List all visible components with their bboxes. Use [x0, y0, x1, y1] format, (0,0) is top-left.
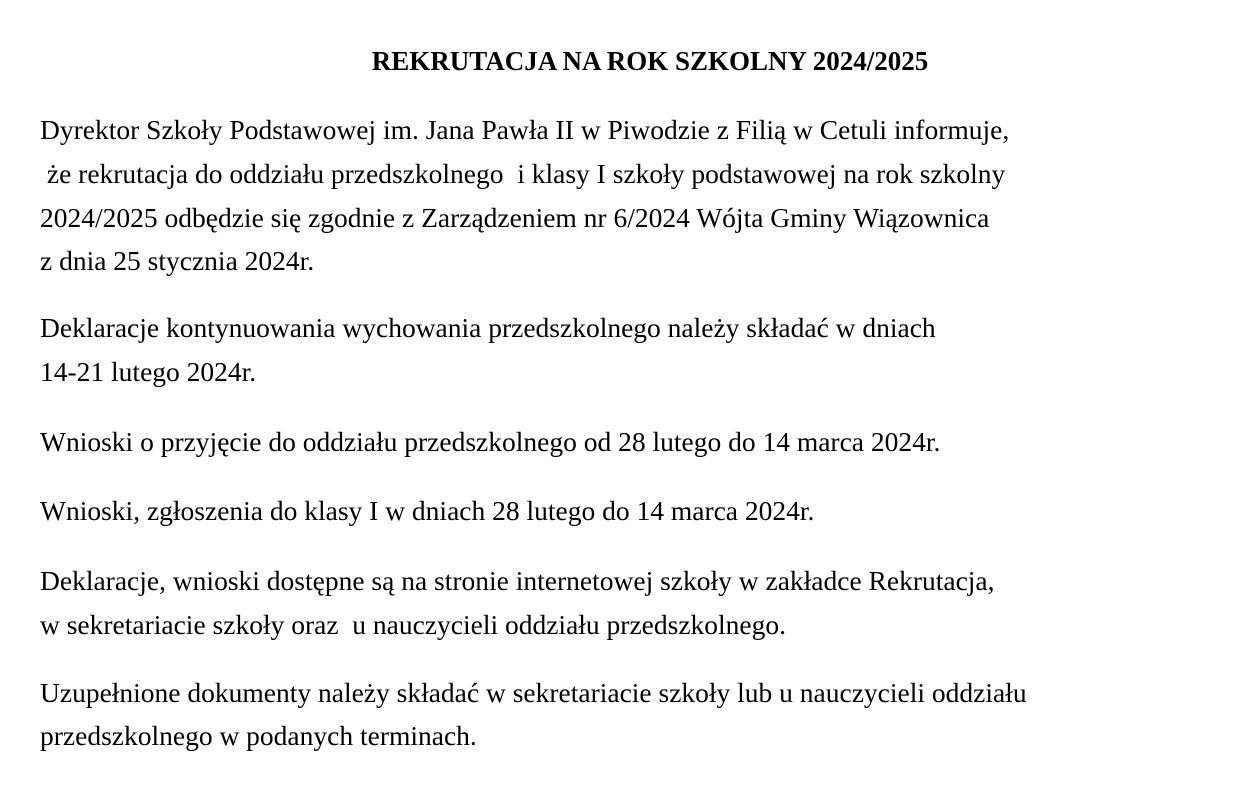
- paragraph-3-line-1: Wnioski o przyjęcie do oddziału przedszkolnego od 28 lutego do 14 marca 2024r.: [40, 426, 941, 457]
- paragraph-6-line-1: Uzupełnione dokumenty należy składać w sekretariacie szkoły lub u nauczycieli oddziału: [40, 677, 1027, 708]
- paragraph-2-line-2: 14-21 lutego 2024r.: [40, 356, 257, 387]
- paragraph-5-line-2: w sekretariacie szkoły oraz u nauczycieli oddziału przedszkolnego.: [40, 609, 786, 640]
- paragraph-1-line-2: że rekrutacja do oddziału przedszkolnego i klasy I szkoły podstawowej na rok szkolny: [40, 158, 1006, 189]
- paragraph-4-line-1: Wnioski, zgłoszenia do klasy I w dniach 28 lutego do 14 marca 2024r.: [40, 495, 815, 526]
- paragraph-1-line-1: Dyrektor Szkoły Podstawowej im. Jana Pawła II w Piwodzie z Filią w Cetuli informuje,: [40, 114, 1010, 145]
- paragraph-5-line-1: Deklaracje, wnioski dostępne są na stronie internetowej szkoły w zakładce Rekrutacja,: [40, 565, 995, 596]
- paragraph-6-line-2: przedszkolnego w podanych terminach.: [40, 720, 477, 751]
- paragraph-1-line-3: 2024/2025 odbędzie się zgodnie z Zarządzeniem nr 6/2024 Wójta Gminy Wiązownica: [40, 202, 990, 233]
- document-title: REKRUTACJA NA ROK SZKOLNY 2024/2025: [371, 46, 929, 76]
- paragraph-1-line-4: z dnia 25 stycznia 2024r.: [40, 245, 315, 276]
- paragraph-2-line-1: Deklaracje kontynuowania wychowania przedszkolnego należy składać w dniach: [40, 312, 936, 343]
